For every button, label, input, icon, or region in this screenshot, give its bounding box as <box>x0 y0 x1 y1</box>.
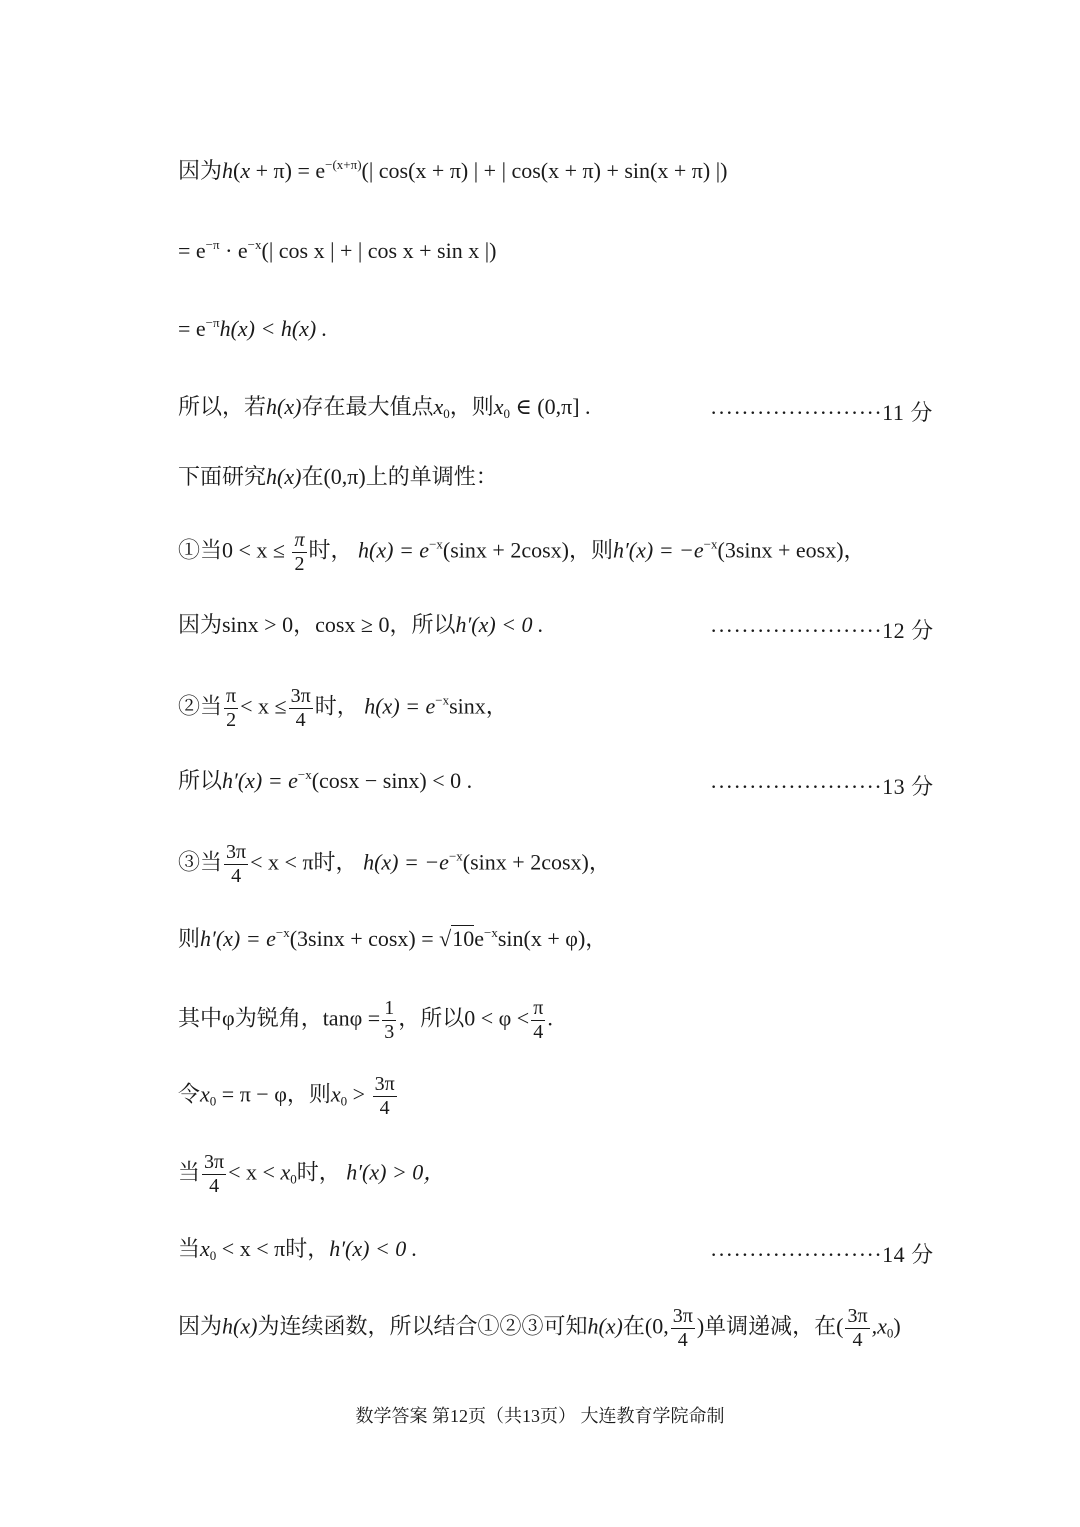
subscript: 0 <box>443 406 450 421</box>
equation-line-16 <box>178 1306 901 1351</box>
expression: h(x) = −e <box>363 849 449 875</box>
subscript: 0 <box>340 1093 348 1109</box>
func-h: h(x) <box>266 394 302 419</box>
var-x: x <box>200 1236 210 1261</box>
text: 存在最大值点 <box>301 394 434 419</box>
var-x: x <box>330 1081 341 1107</box>
text: 在(0, <box>622 1313 669 1339</box>
text: 时， <box>296 1159 341 1185</box>
text: < x < π时， <box>216 1236 330 1261</box>
fraction <box>373 1074 397 1119</box>
text: e <box>474 926 485 951</box>
text: (3sinx + eosx)， <box>717 537 866 563</box>
denominator: 4 <box>852 1329 863 1351</box>
score-13: ······················13 分 <box>710 774 934 799</box>
text: . <box>547 1005 553 1031</box>
text: (sinx + 2cosx)， <box>462 849 611 875</box>
text: 因为 <box>178 1313 223 1339</box>
page-footer: 数学答案 第12页（共13页） 大连教育学院命制 <box>355 1406 725 1426</box>
text: ，所以0 < φ < <box>398 1005 530 1031</box>
text: ) <box>893 1313 901 1339</box>
numerator: 3π <box>226 841 247 863</box>
subscript: 0 <box>503 406 510 421</box>
expression: h′(x) = e <box>222 768 298 793</box>
radicand: 10 <box>452 926 475 951</box>
equation-line-1: 因为$h(x + \pi) = e^{-(x+\pi)}(|$ cos(x + π) | + | cos(x + π) + sin(x + π) |) <box>178 157 728 183</box>
text-lead: 因为 <box>178 158 223 183</box>
text: 所以 <box>178 768 223 793</box>
denominator: 2 <box>226 709 237 731</box>
pi: π <box>273 158 285 183</box>
numerator: 3π <box>847 1305 868 1327</box>
expression: h′(x) < 0 . <box>455 612 544 637</box>
text: )单调递减，在( <box>696 1313 844 1339</box>
text: 则 <box>178 926 201 951</box>
text: 时， <box>308 537 353 563</box>
fraction <box>202 1152 226 1197</box>
text: 因为sinx > 0，cosx ≥ 0，所以 <box>178 612 456 637</box>
exponent: −x <box>435 692 450 708</box>
text: 当 <box>178 1159 201 1185</box>
var-x: x <box>280 1159 291 1185</box>
text: < x < <box>228 1159 275 1185</box>
denominator: 4 <box>295 709 306 731</box>
equation-line-4 <box>178 394 591 421</box>
text: < x < π时， <box>250 849 358 875</box>
text: 令 <box>178 1081 201 1107</box>
denominator: 2 <box>294 553 305 575</box>
text: 其中φ为锐角，tanφ = <box>178 1005 381 1031</box>
text: ，则 <box>449 394 494 419</box>
text: sinx， <box>449 693 508 719</box>
equation-line-7 <box>178 614 544 636</box>
text: (cosx − sinx) < 0 . <box>311 768 473 793</box>
subscript: 0 <box>290 1171 297 1187</box>
subscript: 0 <box>209 1093 217 1109</box>
text: ①当0 < x ≤ <box>178 537 285 563</box>
fraction <box>289 686 313 731</box>
denominator: 3 <box>384 1021 395 1043</box>
numerator: π <box>294 529 305 551</box>
expression: h(x) = e <box>364 693 436 719</box>
fraction <box>671 1306 695 1351</box>
score-11: ······················11 分 <box>710 400 933 425</box>
numerator: 3π <box>374 1073 395 1095</box>
func-h: h(x) <box>266 464 302 489</box>
exponent: −x <box>247 237 262 252</box>
text: (3sinx + cosx) = √ <box>289 926 452 951</box>
func-h: h(x) <box>222 1313 258 1339</box>
text: < x ≤ <box>240 693 287 719</box>
score-14: ······················14 分 <box>710 1242 934 1267</box>
text: = π − φ，则 <box>216 1081 331 1107</box>
var-x: x <box>493 394 504 419</box>
exponent: −x <box>297 767 312 782</box>
expression: h′(x) < 0 . <box>329 1236 418 1261</box>
equation-line-2 <box>178 237 497 263</box>
expression: h′(x) = −e <box>612 537 704 563</box>
expression: h′(x) > 0， <box>346 1159 446 1185</box>
equation-line-11 <box>178 925 608 951</box>
var-x: ,x <box>871 1313 887 1339</box>
subscript: 0 <box>886 1325 894 1341</box>
denominator: 4 <box>231 865 242 887</box>
fraction <box>292 530 306 575</box>
text: = e <box>178 316 206 341</box>
text: 在(0,π)上的单调性： <box>301 464 498 489</box>
fraction <box>224 842 248 887</box>
text: ③当 <box>178 849 223 875</box>
equation-line-12 <box>178 998 553 1043</box>
equation-line-3 <box>178 315 328 341</box>
numerator: 3π <box>672 1305 693 1327</box>
equation-line-8 <box>178 686 508 731</box>
text: · e <box>219 238 248 263</box>
fraction <box>224 686 238 731</box>
var-x: x <box>433 394 444 419</box>
expression: (| cos x | + | cos x + sin x |) <box>261 238 497 263</box>
text: 下面研究 <box>178 464 267 489</box>
e: e <box>315 158 326 183</box>
text: > <box>347 1081 366 1107</box>
equation-line-15 <box>178 1236 418 1263</box>
denominator: 4 <box>677 1329 688 1351</box>
expression: h′(x) = e <box>200 926 276 951</box>
exponent: −x <box>429 536 443 552</box>
text: 时， <box>314 693 359 719</box>
fraction <box>845 1306 869 1351</box>
numerator: 3π <box>290 685 311 707</box>
exponent: −x <box>448 848 463 864</box>
fraction <box>531 998 545 1043</box>
expression: h(x) < h(x) . <box>219 316 328 341</box>
text: (sinx + 2cosx)，则 <box>442 537 613 563</box>
expression: (| cos(x + π) | + | cos(x + π) + sin(x + π) |) <box>361 158 728 183</box>
equation-line-10 <box>178 842 611 887</box>
var-x: x <box>200 1081 210 1107</box>
text: 当 <box>178 1236 201 1261</box>
var-x: x <box>240 158 251 183</box>
func-h: h(x) <box>587 1313 623 1339</box>
exponent: −π <box>205 237 220 252</box>
exponent: −π <box>205 315 220 330</box>
score-12: ······················12 分 <box>710 618 934 643</box>
text: ②当 <box>178 693 223 719</box>
denominator: 4 <box>379 1097 390 1119</box>
exponent: −(x+π) <box>325 157 362 172</box>
numerator: π <box>226 685 237 707</box>
numerator: 1 <box>384 997 395 1019</box>
exponent: −x <box>275 925 290 940</box>
equation-line-6 <box>178 530 866 575</box>
denominator: 4 <box>533 1021 544 1043</box>
equation-line-13 <box>178 1074 399 1119</box>
text: 所以，若 <box>178 394 267 419</box>
denominator: 4 <box>209 1175 220 1197</box>
func-h: h <box>222 158 234 183</box>
numerator: π <box>533 997 544 1019</box>
equation-line-9 <box>178 767 473 793</box>
text: 为连续函数，所以结合①②③可知 <box>257 1313 588 1339</box>
subscript: 0 <box>209 1248 217 1263</box>
numerator: 3π <box>204 1151 225 1173</box>
exponent: −x <box>484 925 498 940</box>
text: sin(x + φ)， <box>497 926 608 951</box>
fraction <box>382 998 396 1043</box>
expression: h(x) = e <box>358 537 430 563</box>
equation-line-5 <box>178 466 498 488</box>
equation-line-14 <box>178 1152 445 1197</box>
exponent: −x <box>703 536 718 552</box>
text: = e <box>178 238 206 263</box>
text: ∈ (0,π] . <box>510 394 591 419</box>
